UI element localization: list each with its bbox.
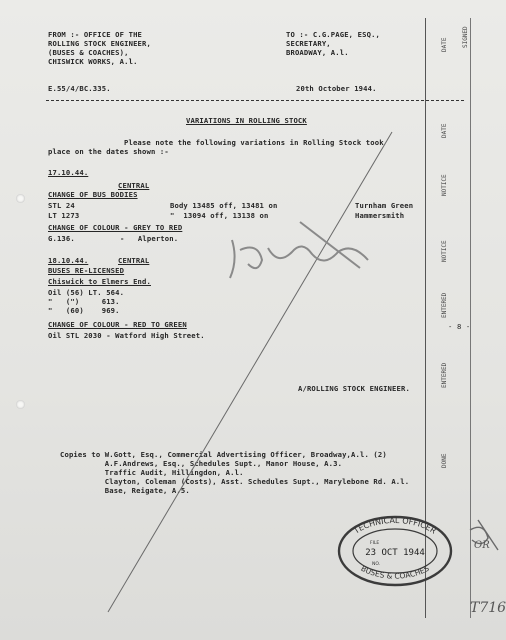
stamp-top-text: TECHNICAL OFFICER <box>352 515 438 536</box>
reference-number: E.55/4/BC.335. <box>48 84 111 93</box>
document-title: VARIATIONS IN ROLLING STOCK <box>186 116 307 125</box>
section-date: 18.10.44. <box>48 256 89 265</box>
stamp-date: 23 OCT 1944 <box>365 548 425 558</box>
colour-change-line: Oil STL 2030 - Watford High Street. <box>48 331 205 340</box>
letter-date: 20th October 1944. <box>296 84 377 93</box>
margin-label: NOTICE <box>441 174 448 196</box>
body-change: " 13094 off, 13138 on <box>170 211 269 220</box>
intro-text <box>48 138 384 156</box>
to-block: TO :- C.G.PAGE, ESQ., SECRETARY, BROADWAY, A.l. <box>286 30 381 57</box>
vehicle-code: STL 24 <box>48 201 75 210</box>
section-heading: CHANGE OF COLOUR - GREY TO RED <box>48 223 183 232</box>
copies-list: Copies to W.Gott, Esq., Commercial Advertising Officer, Broadway,A.l. (2) A.F.Andrews, Esq., Schedules Supt., Manor House, A.3. Traffic Audit, Hillingdon, A.l. Clayton, Coleman (Costs), Asst. Schedules Supt., Marylebone Rd. A.l. Base, Reigate, A.5. <box>60 450 410 495</box>
pencil-scribble <box>230 222 368 278</box>
body-change: Body 13485 off, 13481 on <box>170 201 278 210</box>
intro-text-body: Please note the following variations in Rolling Stock took place on the dates shown :- <box>48 138 384 156</box>
margin-label: ENTERED <box>441 362 448 388</box>
section-date: 17.10.44. <box>48 168 89 177</box>
margin-label: NOTICE <box>441 240 448 262</box>
section-heading: CHANGE OF COLOUR - RED TO GREEN <box>48 320 187 329</box>
margin-label: SIGNED <box>462 26 469 48</box>
route-label: Chiswick to Elmers End. <box>48 277 151 286</box>
stamp-file-label: FILE <box>370 541 380 546</box>
margin-label: DONE <box>441 453 448 468</box>
handwritten-number: T716 <box>470 600 506 616</box>
region-label: CENTRAL <box>118 181 150 190</box>
divider-rule <box>46 100 464 101</box>
garage-name: - Alperton. <box>120 234 179 243</box>
margin-label: ENTERED <box>441 292 448 318</box>
margin-label: DATE <box>441 37 448 52</box>
section-heading: BUSES RE-LICENSED <box>48 266 125 275</box>
margin-mark: - 8 - <box>448 322 471 331</box>
margin-initials: OR <box>474 540 490 551</box>
section-heading: CHANGE OF BUS BODIES <box>48 190 138 199</box>
garage-name: Turnham Green <box>355 201 414 210</box>
relicensed-list: Oil (56) LT. 564. " (") 613. " (60) 969. <box>48 288 125 315</box>
vehicle-code: LT 1273 <box>48 211 80 220</box>
punch-hole <box>16 400 25 409</box>
technical-officer-stamp <box>336 514 454 588</box>
region-label: CENTRAL <box>118 256 150 265</box>
margin-initials-stroke <box>470 520 498 550</box>
stamp-no-label: NO. <box>372 562 381 567</box>
margin-label: DATE <box>441 123 448 138</box>
from-block: FROM :- OFFICE OF THE ROLLING STOCK ENGINEER, (BUSES & COACHES), CHISWICK WORKS, A.l. <box>48 30 151 66</box>
punch-hole <box>16 194 25 203</box>
vehicle-code: G.136. <box>48 234 75 243</box>
garage-name: Hammersmith <box>355 211 405 220</box>
signature-title: A/ROLLING STOCK ENGINEER. <box>298 384 410 393</box>
stamp-bottom-text: BUSES & COACHES <box>359 563 431 581</box>
